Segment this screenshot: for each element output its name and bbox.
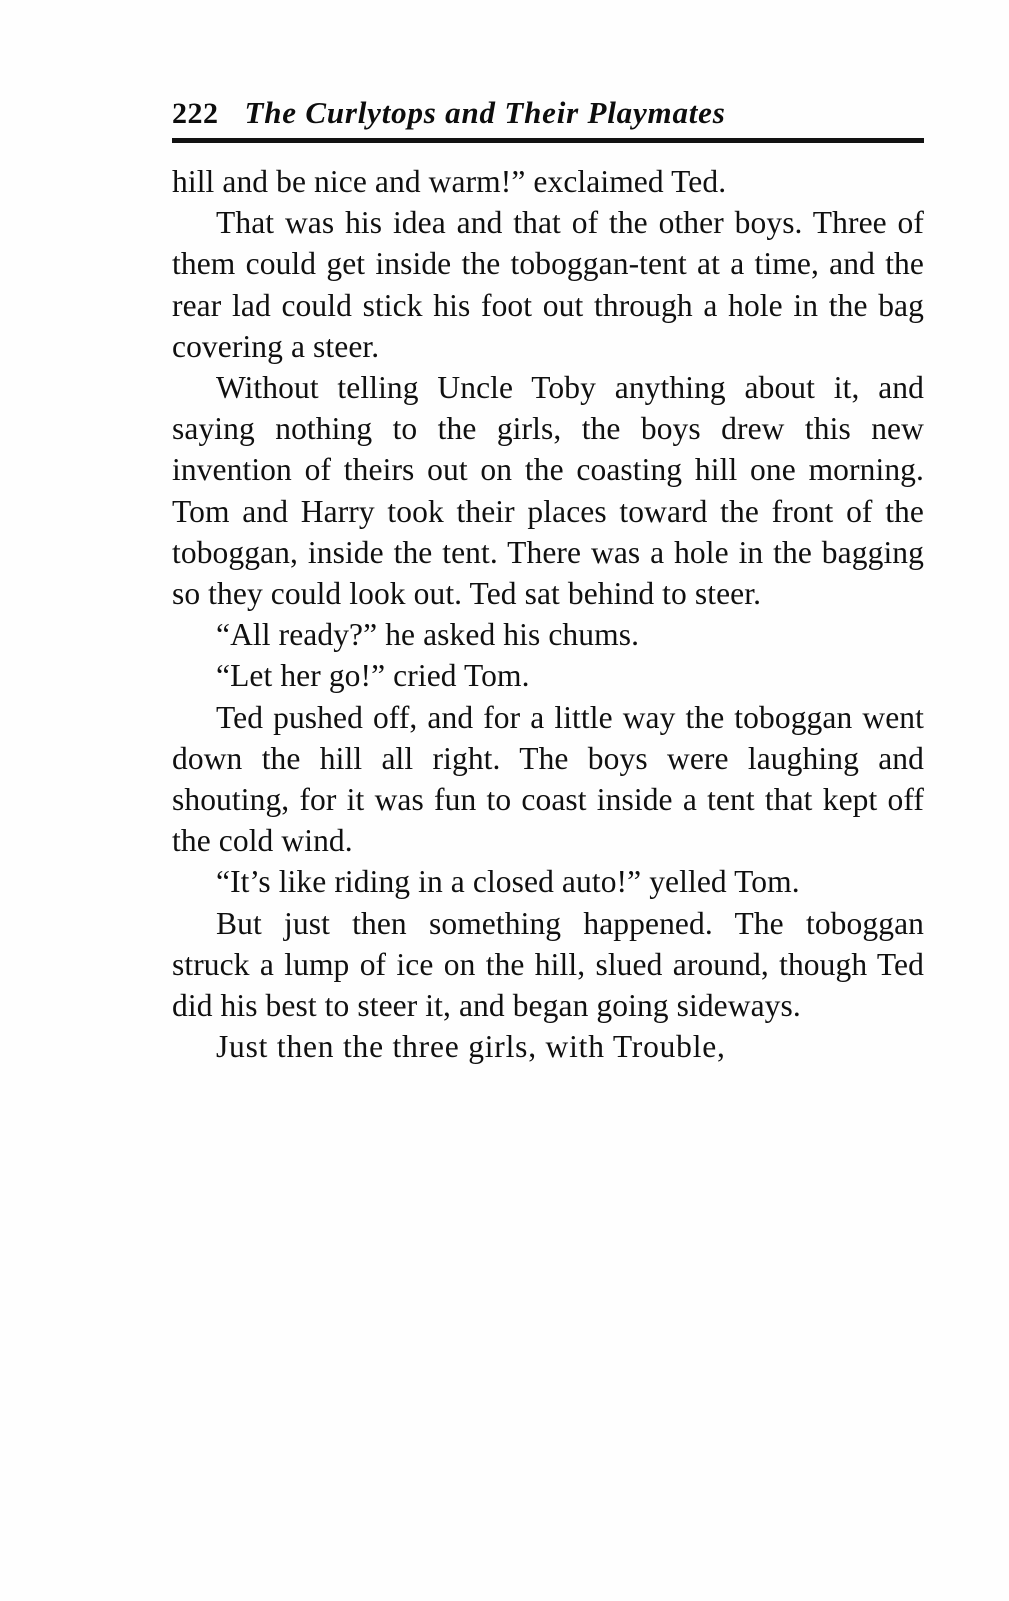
paragraph: Without telling Uncle Toby anything about it, and saying nothing to the girls, the boys drew this new invention of theirs out on the coasting hill one morning. Tom and Harry took their places toward the front of the toboggan, inside the tent. There was a hole in the bagging so they could look out. Ted sat behind to steer. bbox=[172, 370, 924, 612]
paragraph: But just then something happened. The toboggan struck a lump of ice on the hill, slued around, though Ted did his best to steer it, and began going sideways. bbox=[172, 905, 924, 1024]
body-text bbox=[172, 161, 924, 1067]
header-rule bbox=[172, 138, 924, 143]
paragraph: hill and be nice and warm!” exclaimed Ted. bbox=[172, 164, 727, 199]
paragraph: “It’s like riding in a closed auto!” yelled Tom. bbox=[216, 864, 800, 900]
page-number: 222 bbox=[172, 97, 219, 130]
paragraph: “Let her go!” cried Tom. bbox=[216, 658, 530, 694]
paragraph: That was his idea and that of the other boys. Three of them could get inside the toboggan-tent at a time, and the rear lad could stick his foot out through a hole in the bag covering a steer. bbox=[172, 205, 924, 364]
running-head bbox=[172, 95, 924, 131]
paragraph: Ted pushed off, and for a little way the toboggan went down the hill all right. The boys were laughing and shouting, for it was fun to coast inside a tent that kept off the cold wind. bbox=[172, 699, 924, 859]
paragraph: Just then the three girls, with Trouble, bbox=[216, 1029, 726, 1065]
paragraph: “All ready?” he asked his chums. bbox=[216, 617, 640, 653]
page-content bbox=[172, 95, 924, 1067]
running-title: The Curlytops and Their Playmates bbox=[244, 95, 726, 130]
